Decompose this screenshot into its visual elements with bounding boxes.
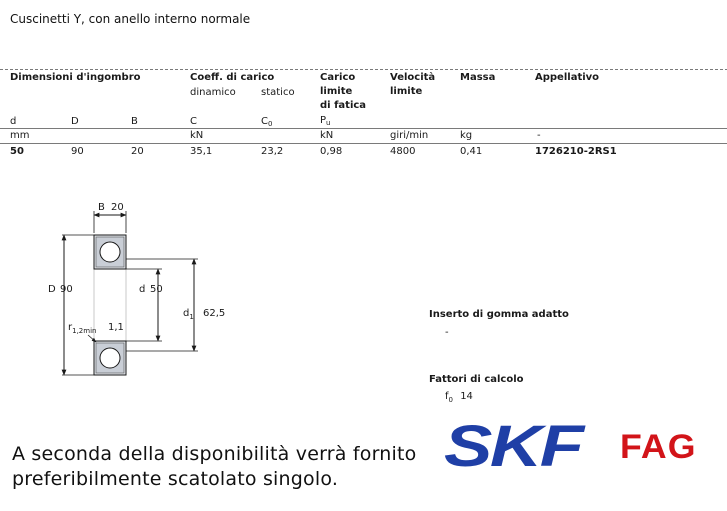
dim-d-label: d xyxy=(139,284,146,295)
dim-r-label xyxy=(68,322,96,335)
header-speed-1: Velocità xyxy=(390,72,436,83)
value-C: 35,1 xyxy=(190,146,213,157)
header-load-ratings: Coeff. di carico xyxy=(190,72,275,83)
unit-load: kN xyxy=(190,130,204,141)
skf-logo: SKF xyxy=(444,414,582,479)
insert-value: - xyxy=(445,327,449,338)
bearing-drawing xyxy=(40,195,280,385)
value-B: 20 xyxy=(131,146,144,157)
dim-D-label: D xyxy=(48,284,56,295)
symbol-d: d xyxy=(10,116,17,127)
header-fatigue-3: di fatica xyxy=(320,100,367,111)
header-speed-2: limite xyxy=(390,86,423,97)
unit-speed: giri/min xyxy=(390,130,429,141)
header-designation: Appellativo xyxy=(535,72,600,83)
unit-dims: mm xyxy=(10,130,30,141)
dim-r-value: 1,1 xyxy=(108,322,124,333)
table-top-rule xyxy=(0,69,727,70)
dim-B-value: 20 xyxy=(111,202,124,213)
page-title: Cuscinetti Y, con anello interno normale xyxy=(10,12,251,26)
insert-title: Inserto di gomma adatto xyxy=(429,309,569,320)
dim-r-main: r xyxy=(68,322,73,333)
value-speed: 4800 xyxy=(390,146,416,157)
symbol-D: D xyxy=(71,116,79,127)
symbol-Pu-sub: u xyxy=(326,119,331,127)
dim-r-sub: 1,2min xyxy=(72,327,97,335)
symbol-C0-sub: 0 xyxy=(267,120,273,128)
dim-D-value: 90 xyxy=(60,284,73,295)
unit-designation: - xyxy=(537,130,541,141)
symbol-C: C xyxy=(190,116,197,127)
unit-mass: kg xyxy=(460,130,473,141)
symbol-Pu-main: P xyxy=(320,115,327,126)
factor-f0 xyxy=(445,391,473,404)
value-mass: 0,41 xyxy=(460,146,483,157)
factor-f0-sub: 0 xyxy=(448,396,453,404)
value-d: 50 xyxy=(10,146,24,157)
factor-f0-symbol: f xyxy=(445,391,449,402)
units-rule xyxy=(0,143,727,144)
symbols-rule xyxy=(0,128,727,129)
value-Pu: 0,98 xyxy=(320,146,343,157)
value-D: 90 xyxy=(71,146,84,157)
value-C0: 23,2 xyxy=(261,146,284,157)
header-dynamic: dinamico xyxy=(190,87,236,98)
dim-d-value: 50 xyxy=(150,284,163,295)
availability-note-line2: preferibilmente scatolato singolo. xyxy=(12,468,339,490)
value-designation: 1726210-2RS1 xyxy=(535,146,617,157)
header-static: statico xyxy=(261,87,295,98)
factors-title: Fattori di calcolo xyxy=(429,374,524,385)
dim-d1-main: d xyxy=(183,308,190,319)
dim-d1-value: 62,5 xyxy=(203,308,226,319)
header-fatigue-2: limite xyxy=(320,86,353,97)
symbol-Pu xyxy=(320,115,330,127)
factor-f0-value: 14 xyxy=(460,391,473,402)
header-mass: Massa xyxy=(460,72,496,83)
header-dimensions: Dimensioni d'ingombro xyxy=(10,72,141,83)
dim-d1-sub: 1 xyxy=(189,313,194,321)
fag-logo: FAG xyxy=(620,428,697,466)
header-fatigue-1: Carico xyxy=(320,72,356,83)
dim-d1-label xyxy=(183,308,194,321)
availability-note-line1: A seconda della disponibilità verrà fornito xyxy=(12,443,417,465)
unit-fatigue: kN xyxy=(320,130,334,141)
symbol-C0 xyxy=(261,116,272,128)
symbol-B: B xyxy=(131,116,138,127)
symbol-C0-main: C xyxy=(261,116,268,127)
dim-B-label: B xyxy=(98,202,105,213)
